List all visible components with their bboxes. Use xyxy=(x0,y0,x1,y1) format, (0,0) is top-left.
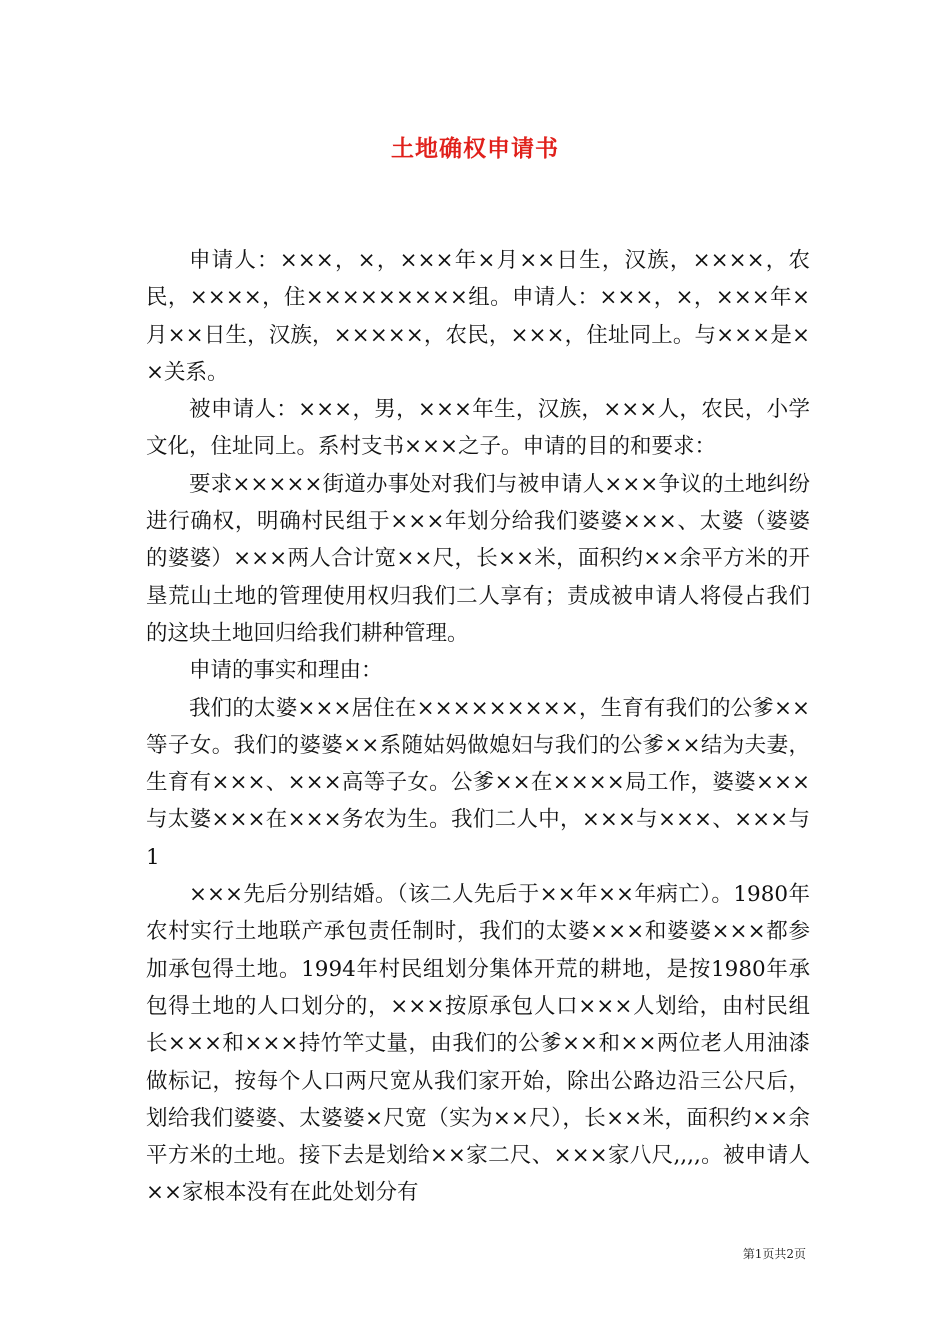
document-body xyxy=(146,242,810,1212)
paragraph-applicants: 申请人：×××，×，×××年×月××日生，汉族，××××，农民，××××，住×××××××××组。申请人：×××，×，×××年×月××日生，汉族，×××××，农民，×××，住址同上。与×××是××关系。 xyxy=(146,248,810,385)
paragraph-facts-1: 我们的太婆×××居住在×××××××××，生育有我们的公爹××等子女。我们的婆婆××系随姑妈做媳妇与我们的公爹××结为夫妻，生育有×××、×××高等子女。公爹××在××××局工作，婆婆×××与太婆×××在×××务农为生。我们二人中，×××与×××、×××与1 xyxy=(146,695,810,870)
paragraph-facts-heading: 申请的事实和理由： xyxy=(189,658,383,684)
paragraph-requests: 要求×××××街道办事处对我们与被申请人×××争议的土地纠纷进行确权，明确村民组于×××年划分给我们婆婆×××、太婆（婆婆的婆婆）×××两人合计宽××尺，长××米，面积约××余平方米的开垦荒山土地的管理使用权归我们二人享有；责成被申请人将侵占我们的这块土地回归给我们耕种管理。 xyxy=(146,471,810,646)
page-indicator: 第1页共2页 xyxy=(742,1247,806,1261)
document-title: 土地确权申请书 xyxy=(391,135,559,162)
paragraph-respondent: 被申请人：×××，男，×××年生，汉族，×××人，农民，小学文化，住址同上。系村支书×××之子。申请的目的和要求： xyxy=(146,397,810,460)
paragraph-facts-2: ×××先后分别结婚。（该二人先后于××年××年病亡）。1980年农村实行土地联产承包责任制时，我们的太婆×××和婆婆×××都参加承包得土地。1994年村民组划分集体开荒的耕地，是按1980年承包得土地的人口划分的，×××按原承包人口×××人划给，由村民组长×××和×××持竹竿丈量，由我们的公爹××和××两位老人用油漆做标记，按每个人口两尺宽从我们家开始，除出公路边沿三公尺后，划给我们婆婆、太婆婆×尺宽（实为××尺），长××米，面积约××余平方米的土地。接下去是划给××家二尺、×××家八尺,,,,。被申请人××家根本没有在此处划分有 xyxy=(146,882,810,1206)
